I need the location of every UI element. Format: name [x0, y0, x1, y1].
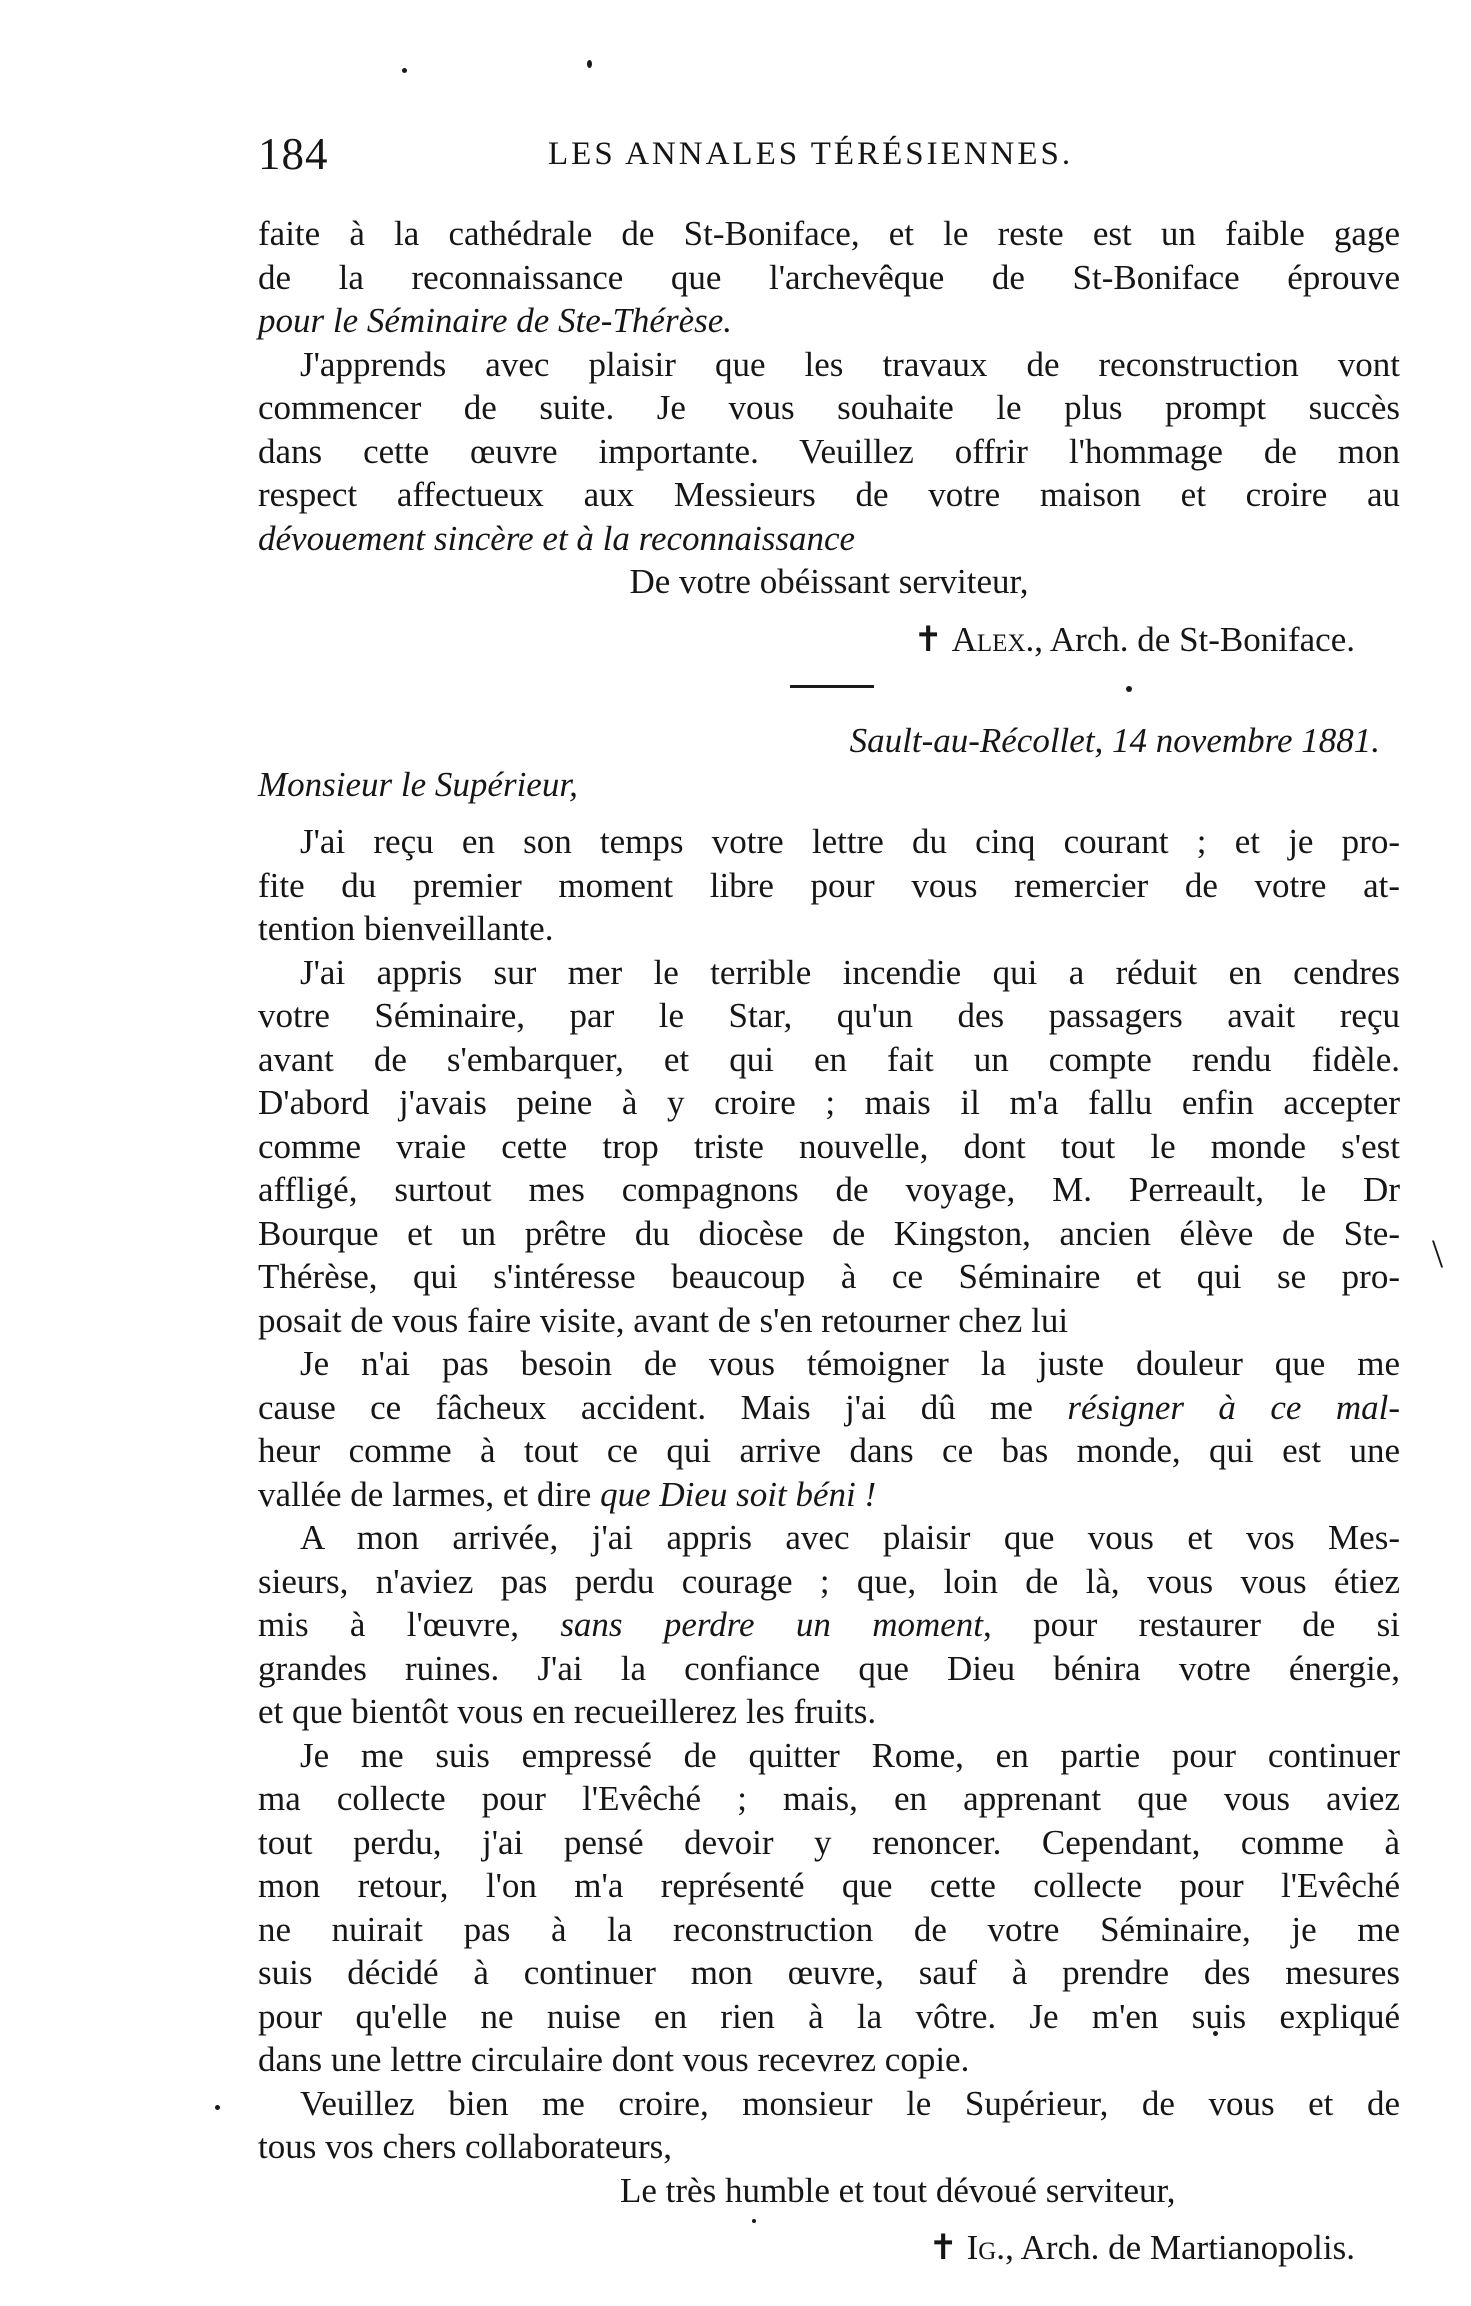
text-line: grandes ruines. J'ai la confiance que Dieu bénira votre énergie,: [258, 1648, 1400, 1688]
text-line: A mon arrivée, j'ai appris avec plaisir que vous et vos Mes-: [300, 1518, 1400, 1557]
text-line: tous vos chers collaborateurs,: [258, 2127, 673, 2166]
text-segment: , pour restaurer de si: [983, 1605, 1400, 1644]
signature-line: [258, 2226, 1400, 2270]
text-line: ne nuirait pas à la reconstruction de votre Séminaire, je me: [258, 1909, 1400, 1949]
text-line: commencer de suite. Je vous souhaite le plus prompt succès: [258, 388, 1400, 427]
text-line: Je me suis empressé de quitter Rome, en partie pour continuer: [300, 1735, 1400, 1775]
text-line: J'apprends avec plaisir que les travaux de reconstruction vont: [300, 344, 1400, 384]
text-line: pour le Séminaire de Ste-Thérèse.: [258, 301, 733, 340]
cross-symbol: ✝: [913, 619, 943, 659]
text-line: faite à la cathédrale de St-Boniface, et le reste est un faible gage: [258, 214, 1400, 253]
text-line: pour qu'elle ne nuise en rien à la vôtre. Je m'en suis expliqué: [258, 1996, 1400, 2036]
text-segment-italic: que Dieu soit béni !: [600, 1474, 877, 1514]
ink-speck: [215, 2105, 220, 2110]
text-segment: cause ce fâcheux accident. Mais j'ai dû me: [258, 1387, 1068, 1427]
text-segment-italic: résigner à ce mal-: [1067, 1387, 1400, 1427]
text-line: de la reconnaissance que l'archevêque de St-Boniface éprouve: [258, 257, 1400, 297]
text-segment: vallée de larmes, et dire: [258, 1474, 601, 1514]
text-line: et que bientôt vous en recueillerez les fruits.: [258, 1692, 877, 1731]
text-line: D'abord j'avais peine à y croire ; mais il m'a fallu enfin accepter: [258, 1083, 1400, 1122]
running-title: LES ANNALES TÉRÉSIENNES.: [548, 136, 1074, 172]
page-number: 184: [258, 129, 329, 179]
cross-symbol: ✝: [928, 2228, 958, 2267]
signature-name: Alex.: [951, 619, 1035, 659]
text-line: [258, 1603, 1400, 1647]
text-line: heur comme à tout ce qui arrive dans ce bas monde, qui est une: [258, 1431, 1400, 1470]
text-line: [258, 1473, 1400, 1517]
text-line: sieurs, n'aviez pas perdu courage ; que, loin de là, vous vous étiez: [258, 1561, 1400, 1601]
text-line: dévouement sincère et à la reconnaissance: [258, 518, 856, 558]
page-header: [258, 128, 1398, 188]
text-line: Veuillez bien me croire, monsieur le Supérieur, de vous et de: [300, 2083, 1400, 2123]
text-line: dans une lettre circulaire dont vous recevrez copie.: [258, 2040, 970, 2079]
signature-title: , Arch. de St-Boniface.: [1034, 619, 1355, 659]
separator-rule: [258, 661, 1400, 719]
text-line: Bourque et un prêtre du diocèse de Kingston, ancien élève de Ste-: [258, 1213, 1400, 1253]
text-line: affligé, surtout mes compagnons de voyage, M. Perreault, le Dr: [258, 1170, 1400, 1209]
letter-closing: Le très humble et tout dévoué serviteur,: [620, 2170, 1176, 2210]
text-line: suis décidé à continuer mon œuvre, sauf à prendre des mesures: [258, 1953, 1400, 1992]
ink-speck: [402, 68, 407, 73]
text-line: comme vraie cette trop triste nouvelle, dont tout le monde s'est: [258, 1126, 1400, 1166]
text-line: J'ai appris sur mer le terrible incendie qui a réduit en cendres: [300, 952, 1400, 992]
text-line: posait de vous faire visite, avant de s'en retourner chez lui: [258, 1300, 1069, 1340]
text-line: ma collecte pour l'Evêché ; mais, en apprenant que vous aviez: [258, 1779, 1400, 1818]
signature-title: , Arch. de Martianopolis.: [1005, 2228, 1355, 2267]
page-body: [258, 212, 1400, 2270]
text-line: tention bienveillante.: [258, 909, 554, 948]
ink-speck: [587, 60, 592, 68]
text-line: J'ai reçu en son temps votre lettre du cinq courant ; et je pro-: [300, 822, 1400, 861]
signature-line: [258, 618, 1400, 662]
signature-name: Ig.: [966, 2228, 1006, 2267]
text-line: avant de s'embarquer, et qui en fait un compte rendu fidèle.: [258, 1039, 1400, 1079]
text-line: Je n'ai pas besoin de vous témoigner la juste douleur que me: [300, 1344, 1400, 1383]
text-segment-italic: sans perdre un moment: [560, 1605, 984, 1644]
margin-mark: \: [1432, 1231, 1444, 1276]
text-line: respect affectueux aux Messieurs de votre maison et croire au: [258, 475, 1400, 514]
letter-closing: De votre obéissant serviteur,: [629, 562, 1029, 601]
text-line: mon retour, l'on m'a représenté que cette collecte pour l'Evêché: [258, 1866, 1400, 1905]
text-line: [258, 1386, 1400, 1430]
text-line: dans cette œuvre importante. Veuillez offrir l'hommage de mon: [258, 431, 1400, 471]
salutation: Monsieur le Supérieur,: [258, 764, 578, 804]
text-line: tout perdu, j'ai pensé devoir y renoncer. Cependant, comme à: [258, 1822, 1400, 1862]
text-segment: mis à l'œuvre,: [258, 1605, 561, 1644]
text-line: fite du premier moment libre pour vous remercier de votre at-: [258, 865, 1400, 905]
text-line: Thérèse, qui s'intéresse beaucoup à ce Séminaire et qui se pro-: [258, 1257, 1400, 1296]
dateline: Sault-au-Récollet, 14 novembre 1881.: [849, 721, 1380, 760]
text-line: votre Séminaire, par le Star, qu'un des passagers avait reçu: [258, 996, 1400, 1035]
